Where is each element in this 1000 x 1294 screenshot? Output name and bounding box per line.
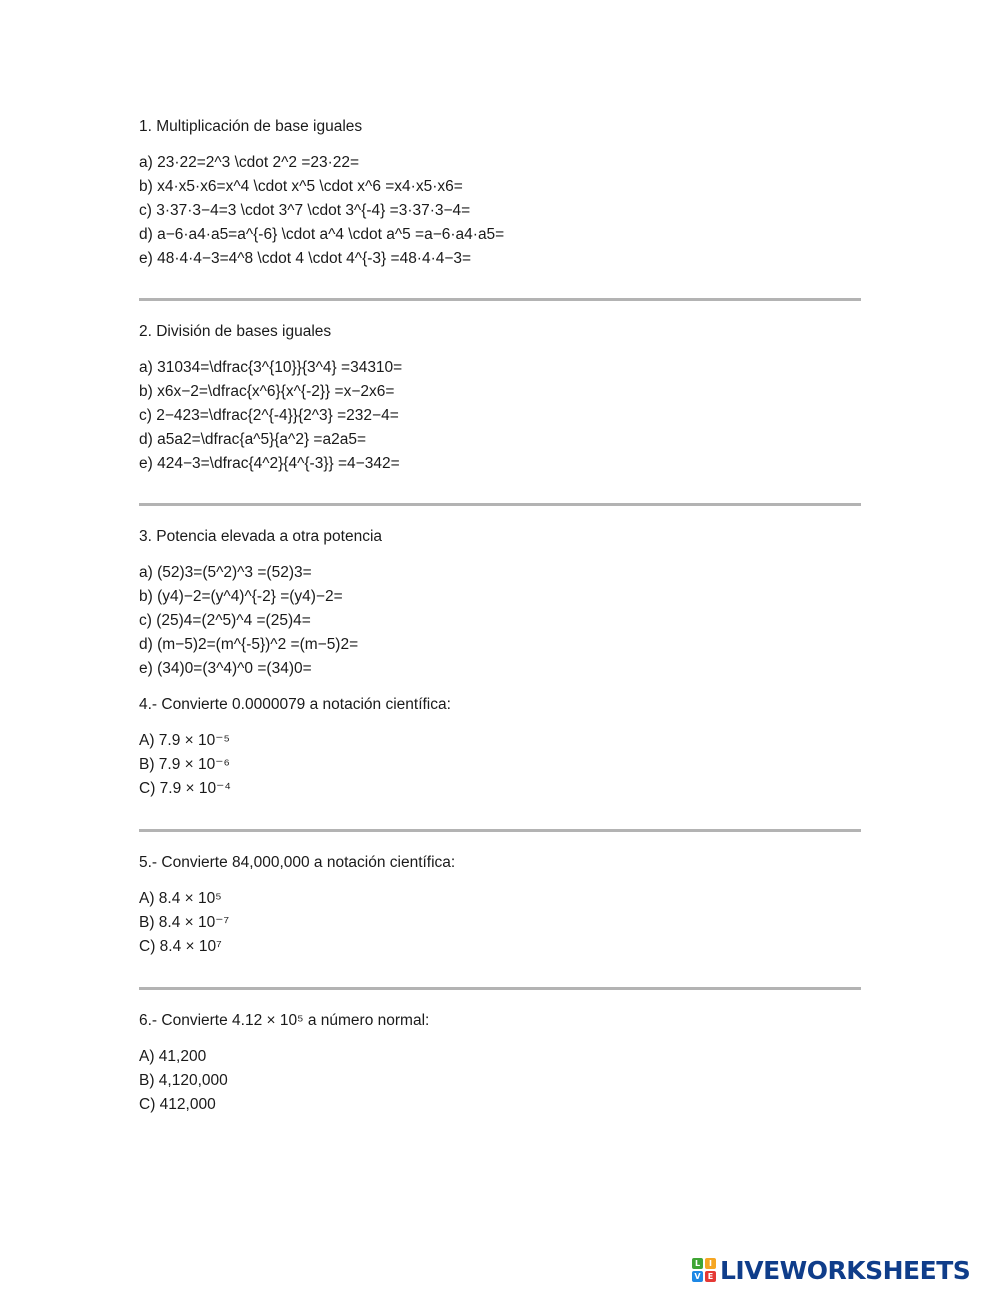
question-title: 6.- Convierte 4.12 × 10⁵ a número normal: [139,1012,430,1029]
exercise-line: a) (52)3=(5^2)^3 =(52)3= [139,564,312,581]
answer-option: B) 7.9 × 10⁻⁶ [139,756,230,773]
section-divider [139,987,861,990]
exercise-line: b) x6x−2=\dfrac{x^6}{x^{-2}} =x−2x6= [139,383,395,400]
answer-option: C) 412,000 [139,1096,216,1113]
section-power-of-power [139,525,861,681]
question-title: 5.- Convierte 84,000,000 a notación científica: [139,854,456,871]
section-question-5 [139,851,861,959]
option-list [139,887,861,959]
logo-text: LIVEWORKSHEETS [720,1255,971,1285]
logo-mark-letter: L [692,1258,703,1269]
question-title: 4.- Convierte 0.0000079 a notación científica: [139,696,451,713]
exercise-line: e) 424−3=\dfrac{4^2}{4^{-3}} =4−342= [139,455,400,472]
exercise-line: d) a−6·a4·a5=a^{-6} \cdot a^4 \cdot a^5 =a−6·a4·a5= [139,226,505,243]
exercise-line: c) 2−423=\dfrac{2^{-4}}{2^3} =232−4= [139,407,399,424]
answer-option: A) 7.9 × 10⁻⁵ [139,732,230,749]
logo-mark-letter: V [692,1271,703,1282]
answer-option: C) 7.9 × 10⁻⁴ [139,780,231,797]
exercise-line: c) 3·37·3−4=3 \cdot 3^7 \cdot 3^{-4} =3·37·3−4= [139,202,471,219]
exercise-line: a) 31034=\dfrac{3^{10}}{3^4} =34310= [139,359,403,376]
section-divider [139,298,861,301]
answer-option: A) 41,200 [139,1048,207,1065]
exercise-list [139,561,861,681]
exercise-line: e) (34)0=(3^4)^0 =(34)0= [139,660,312,677]
exercise-line: d) a5a2=\dfrac{a^5}{a^2} =a2a5= [139,431,367,448]
logo-mark-letter: I [705,1258,716,1269]
section-multiplication [139,115,861,271]
option-list [139,729,861,801]
question-title: 3. Potencia elevada a otra potencia [139,528,383,545]
exercise-list [139,356,861,476]
section-divider [139,503,861,506]
section-division [139,320,861,476]
exercise-line: b) (y4)−2=(y^4)^{-2} =(y4)−2= [139,588,343,605]
answer-option: B) 8.4 × 10⁻⁷ [139,914,230,931]
answer-option: C) 8.4 × 10⁷ [139,938,222,955]
question-title: 1. Multiplicación de base iguales [139,118,363,135]
section-question-6 [139,1009,861,1117]
exercise-line: a) 23·22=2^3 \cdot 2^2 =23·22= [139,154,360,171]
exercise-line: d) (m−5)2=(m^{-5})^2 =(m−5)2= [139,636,359,653]
logo-icon [692,1258,716,1282]
logo-mark-letter: E [705,1271,716,1282]
option-list [139,1045,861,1117]
answer-option: B) 4,120,000 [139,1072,228,1089]
exercise-list [139,151,861,271]
liveworksheets-logo [692,1256,970,1284]
exercise-line: c) (25)4=(2^5)^4 =(25)4= [139,612,311,629]
answer-option: A) 8.4 × 10⁵ [139,890,222,907]
section-divider [139,829,861,832]
section-question-4 [139,693,861,801]
exercise-line: b) x4·x5·x6=x^4 \cdot x^5 \cdot x^6 =x4·x5·x6= [139,178,463,195]
exercise-line: e) 48·4·4−3=4^8 \cdot 4 \cdot 4^{-3} =48·4·4−3= [139,250,472,267]
question-title: 2. División de bases iguales [139,323,332,340]
